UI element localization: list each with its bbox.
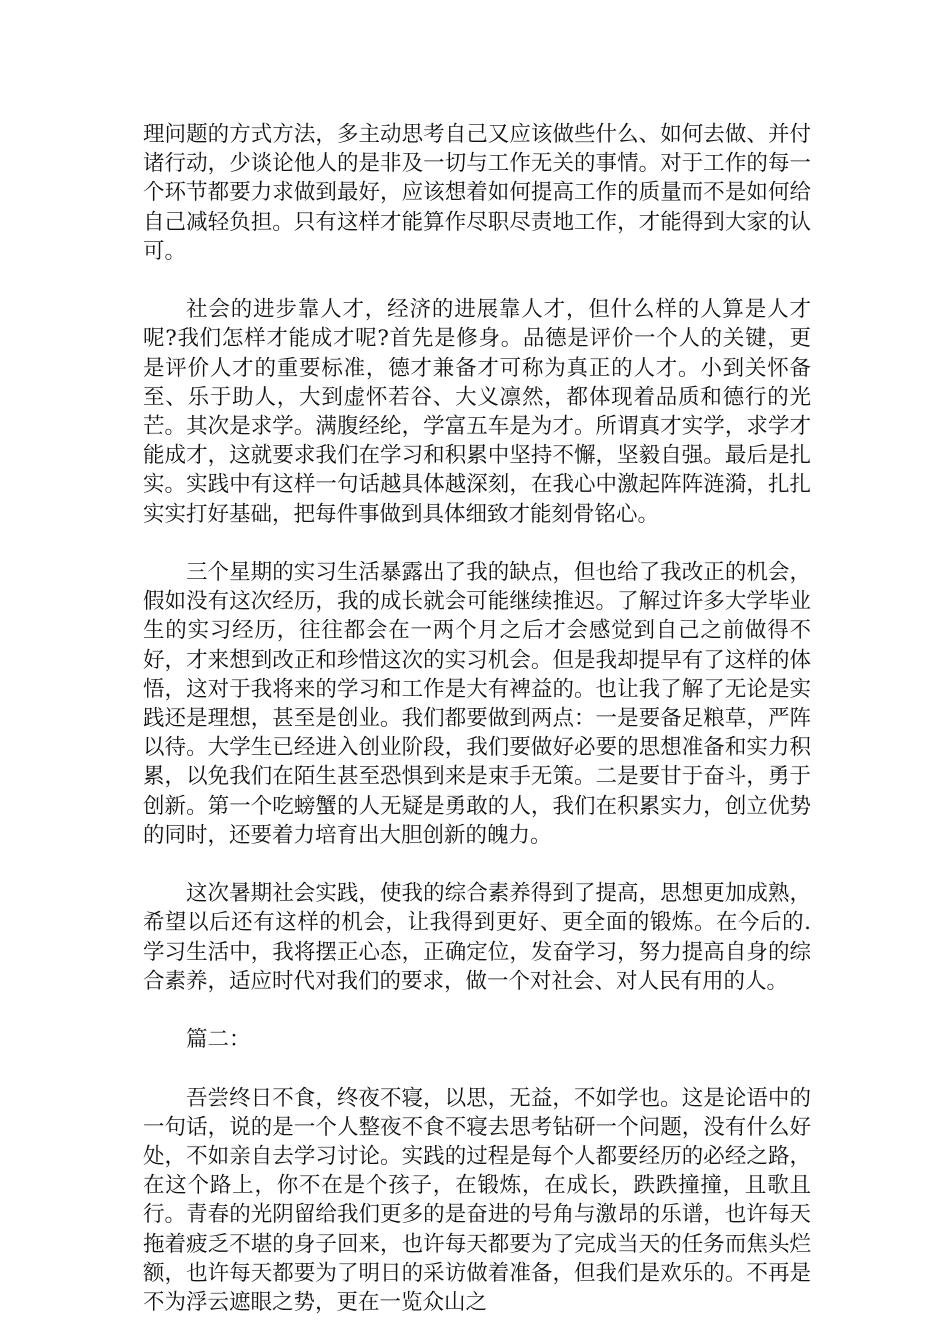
section-heading: 篇二： [186, 1027, 251, 1053]
paragraph-continuation: 理问题的方式方法，多主动思考自己又应该做些什么、如何去做、并付诸行动，少谈论他人的是非及一切与工作无关的事情。对于工作的每一个环节都要力求做到最好，应该想着如何提高工作的质量而不是如何给自己减轻负担。只有这样才能算作尽职尽责地工作，才能得到大家的认可。 [143, 122, 811, 264]
paragraph-internship: 三个星期的实习生活暴露出了我的缺点，但也给了我改正的机会，假如没有这次经历，我的成长就会可能继续推迟。了解过许多大学毕业生的实习经历，往往都会在一两个月之后才会感觉到自己之前做得不好，才来想到改正和珍惜这次的实习机会。但是我却提早有了这样的体悟，这对于我将来的学习和工作是大有裨益的。也让我了解了无论是实践还是理想，甚至是创业。我们都要做到两点：一是要备足粮草，严阵以待。大学生已经进入创业阶段，我们要做好必要的思想准备和实力积累，以免我们在陌生甚至恐惧到来是束手无策。二是要甘于奋斗，勇于创新。第一个吃螃蟹的人无疑是勇敢的人，我们在积累实力，创立优势的同时，还要着力培育出大胆创新的魄力。 [143, 560, 811, 848]
paragraph-analects: 吾尝终日不食，终夜不寝，以思，无益，不如学也。这是论语中的一句话，说的是一个人整夜不食不寝去思考钻研一个问题，没有什么好处，不如亲自去学习讨论。实践的过程是每个人都要经历的必经之路，在这个路上，你不在是个孩子，在锻炼，在成长，跌跌撞撞，且歌且行。青春的光阴留给我们更多的是奋进的号角与激昂的乐谱，也许每天拖着疲乏不堪的身子回来，也许每天都要为了完成当天的任务而焦头烂额，也许每天都要为了明日的采访做着准备，但我们是欢乐的。不再是不为浮云遮眼之势，更在一览众山之 [143, 1085, 811, 1316]
document-page [143, 120, 811, 1317]
paragraph-talent: 社会的进步靠人才，经济的进展靠人才，但什么样的人算是人才呢?我们怎样才能成才呢?首先是修身。品德是评价一个人的关键，更是评价人才的重要标准，德才兼备才可称为真正的人才。小到关怀备至、乐于助人，大到虚怀若谷、大义凛然，都体现着品质和德行的光芒。其次是求学。满腹经纶，学富五车是为才。所谓真才实学，求学才能成才，这就要求我们在学习和积累中坚持不懈，坚毅自强。最后是扎实。实践中有这样一句话越具体越深刻，在我心中激起阵阵涟漪，扎扎实实打好基础，把每件事做到具体细致才能刻骨铭心。 [143, 297, 811, 527]
paragraph-summer-practice: 这次暑期社会实践，使我的综合素养得到了提高，思想更加成熟，希望以后还有这样的机会，让我得到更好、更全面的锻炼。在今后的.学习生活中，我将摆正心态，正确定位，发奋学习，努力提高自身的综合素养，适应时代对我们的要求，做一个对社会、对人民有用的人。 [143, 881, 811, 994]
